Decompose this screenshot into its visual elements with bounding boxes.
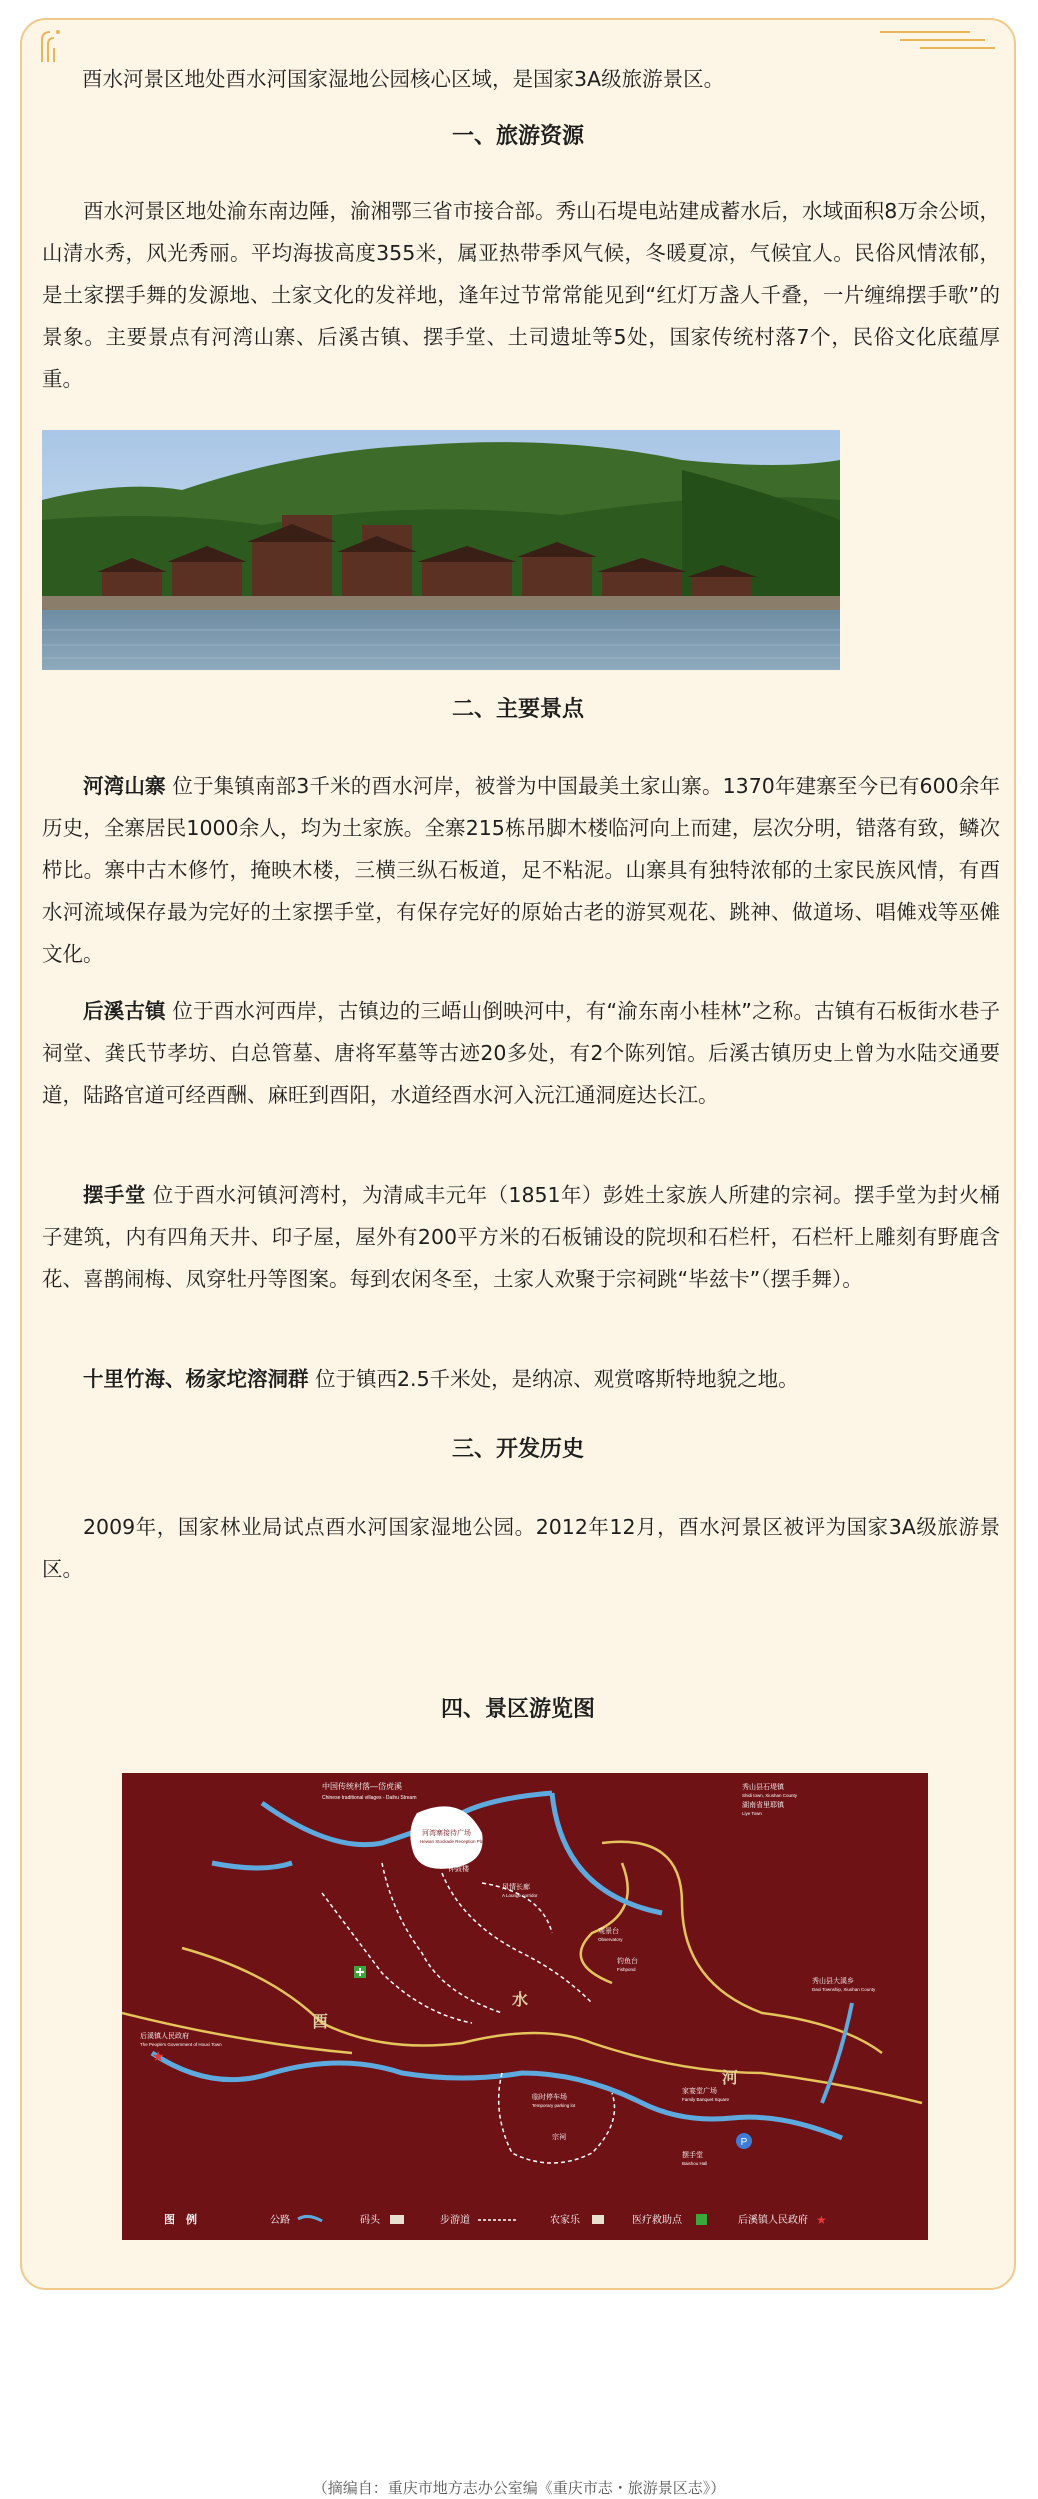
section-heading-history: 三、开发历史 — [451, 1437, 584, 1462]
legend-trail: 步游道 — [440, 2215, 470, 2226]
map-label: Observatory — [598, 1937, 623, 1942]
decorative-lines-ornament — [870, 28, 1000, 50]
map-label: Daxi Township, Xiushan County — [812, 1987, 876, 1992]
map-label: Liye Town — [742, 1811, 762, 1816]
government-star-icon: ★ — [152, 2048, 165, 2064]
section-heading-resources: 一、旅游资源 — [451, 124, 584, 149]
svg-text:P: P — [740, 2137, 748, 2148]
map-label: Baishou Hall — [682, 2161, 708, 2166]
paragraph-history: 2009年，国家林业局试点酉水河国家湿地公园。2012年12月，酉水河景区被评为国家3A级旅游景区。 — [42, 1515, 1000, 1581]
attraction-name: 后溪古镇 — [83, 999, 166, 1023]
map-label: 家宴堂广场 — [682, 2088, 717, 2095]
map-label: 湖南省里耶镇 — [742, 1802, 784, 1809]
svg-text:★: ★ — [816, 2213, 827, 2227]
attraction-name: 河湾山寨 — [83, 774, 166, 798]
source-caption: （摘编自：重庆市地方志办公室编《重庆市志・旅游景区志》） — [312, 2479, 726, 2497]
map-label: 风情长廊 — [502, 1884, 530, 1891]
map-label: Hewan Stockade Reception Plaza — [420, 1839, 489, 1844]
legend-dock: 码头 — [360, 2215, 380, 2226]
village-riverside-photo — [42, 430, 840, 670]
legend-title: 图 例 — [164, 2214, 197, 2226]
map-label: 摆手堂 — [682, 2152, 703, 2159]
map-label: 钓鱼台 — [617, 1958, 638, 1965]
map-label: Chinese traditional villages - Daihu Stream — [322, 1795, 417, 1801]
map-label: Temporary parking lot — [532, 2103, 576, 2108]
paragraph-resources: 酉水河景区地处渝东南边陲，渝湘鄂三省市接合部。秀山石堤电站建成蓄水后，水域面积8万余公顷，山清水秀，风光秀丽。平均海拔高度355米，属亚热带季风气候，冬暖夏凉，气候宜人。民俗风情浓郁，是土家摆手舞的发源地、土家文化的发祥地，逢年过节常常能见到“红灯万盏人千叠，一片缠绵摆手歌”的景象。主要景点有河湾山寨、后溪古镇、摆手堂、土司遗址等5处，国家传统村落7个，民俗文化底蕴厚重。 — [42, 199, 1000, 391]
map-label: Shidi town, Xiushan County — [742, 1793, 798, 1798]
attraction-name: 摆手堂 — [83, 1183, 146, 1207]
map-label: A Lounge corridor — [502, 1893, 538, 1898]
map-label: 秀山县石堤镇 — [742, 1784, 784, 1791]
map-label: Family Banquet Square — [682, 2097, 730, 2102]
map-label: 秀山县大溪乡 — [812, 1978, 854, 1985]
map-label: 河湾寨接待广场 — [422, 1830, 471, 1837]
paragraph-baishoutang: 摆手堂 位于酉水河镇河湾村，为清咸丰元年（1851年）彭姓土家族人所建的宗祠。摆手堂为封火桶子建筑，内有四角天井、印子屋，屋外有200平方米的石板铺设的院坝和石栏杆，石栏杆上雕刻有野鹿含花、喜鹊闹梅、凤穿牡丹等图案。每到农闲冬至，土家人欢聚于宗祠跳“毕兹卡”（摆手舞）。 — [42, 1183, 1001, 1291]
scenic-area-tour-map — [122, 1773, 928, 2240]
section-heading-map: 四、景区游览图 — [440, 1697, 595, 1722]
section-heading-attractions: 二、主要景点 — [451, 697, 584, 722]
map-label: Fishpond — [617, 1967, 636, 1972]
legend-road: 公路 — [270, 2215, 290, 2226]
paragraph-hewan-village: 河湾山寨 位于集镇南部3千米的酉水河岸，被誉为中国最美土家山寨。1370年建寨至今已有600余年历史，全寨居民1000余人，均为土家族。全寨215栋吊脚木楼临河向上而建，层次分明，错落有致，鳞次栉比。寨中古木修竹，掩映木楼，三横三纵石板道，足不粘泥。山寨具有独特浓郁的土家民族风情，有酉水河流域保存最为完好的土家摆手堂，有保存完好的原始古老的游冥观花、跳神、做道场、唱傩戏等巫傩文化。 — [42, 774, 1001, 966]
map-label: 临时停车场 — [532, 2094, 567, 2101]
attraction-name: 十里竹海、杨家坨溶洞群 — [83, 1367, 309, 1391]
legend-farmhouse: 农家乐 — [550, 2215, 580, 2226]
river-name-char: 酉 — [312, 2014, 329, 2031]
map-label: 观景台 — [598, 1928, 619, 1935]
paragraph-bamboo-caves: 十里竹海、杨家坨溶洞群 位于镇西2.5千米处，是纳凉、观赏喀斯特地貌之地。 — [83, 1367, 799, 1391]
intro-paragraph: 酉水河景区地处酉水河国家湿地公园核心区域，是国家3A级旅游景区。 — [82, 67, 725, 91]
decorative-corner-ornament — [38, 26, 72, 66]
river-name-char: 河 — [722, 2070, 739, 2087]
river-name-char: 水 — [512, 1992, 529, 2009]
legend-government: 后溪镇人民政府 — [738, 2215, 808, 2226]
legend-first-aid: 医疗救助点 — [632, 2215, 682, 2226]
map-label: 宗祠 — [552, 2134, 566, 2141]
map-label: 后溪镇人民政府 — [140, 2033, 189, 2040]
map-label: The People's Government of Houxi Town — [140, 2042, 222, 2047]
map-label: 中国传统村落—岱虎溪 — [322, 1782, 402, 1791]
map-label: 钟鼓楼 — [448, 1866, 469, 1873]
paragraph-houxi-town: 后溪古镇 位于酉水河西岸，古镇边的三峿山倒映河中，有“渝东南小桂林”之称。古镇有石板街水巷子祠堂、龚氏节孝坊、白总管墓、唐将军墓等古迹20多处，有2个陈列馆。后溪古镇历史上曾为水陆交通要道，陆路官道可经酉酬、麻旺到酉阳，水道经酉水河入沅江通洞庭达长江。 — [42, 999, 1000, 1107]
